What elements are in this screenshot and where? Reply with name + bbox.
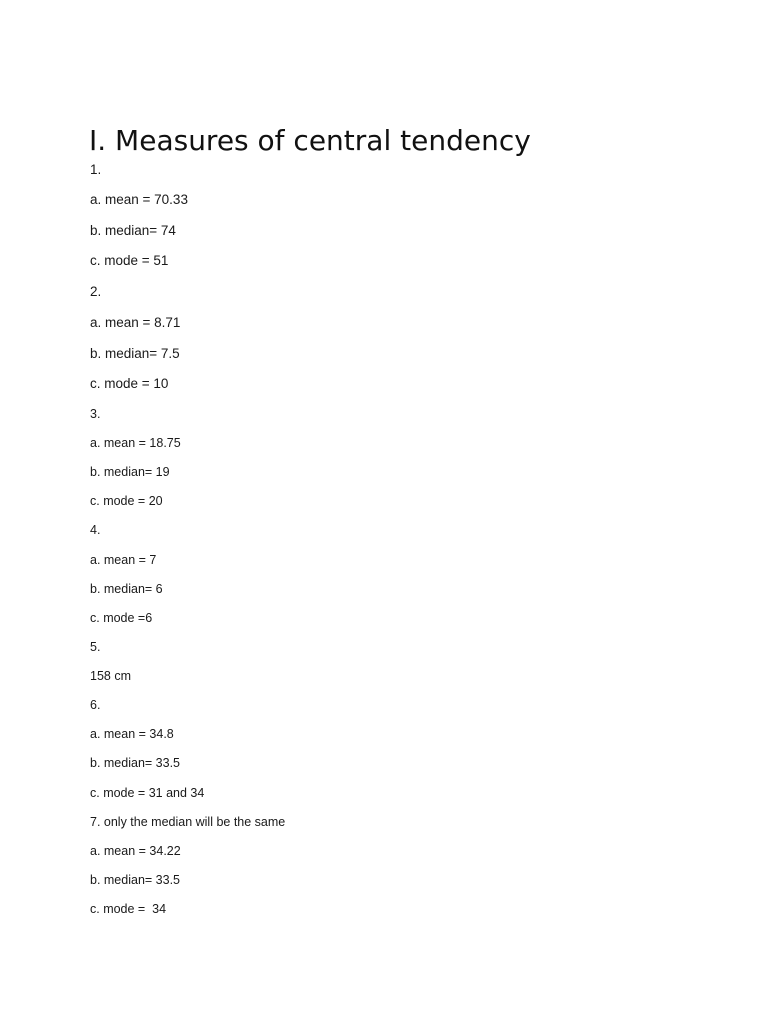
text-line: 7. only the median will be the same — [90, 815, 286, 829]
text-line: 158 cm — [90, 669, 131, 683]
text-line: c. mode = 34 — [90, 902, 167, 916]
text-line: a. mean = 8.71 — [90, 315, 181, 330]
text-line: c. mode = 20 — [90, 494, 163, 508]
text-line: c. mode = 51 — [90, 253, 169, 268]
text-line: c. mode = 31 and 34 — [90, 786, 205, 800]
text-line: a. mean = 7 — [90, 553, 157, 567]
text-line: b. median= 74 — [90, 223, 176, 238]
text-line: 6. — [90, 698, 101, 712]
text-line: b. median= 33.5 — [90, 873, 180, 887]
text-line: a. mean = 18.75 — [90, 436, 181, 450]
text-line: b. median= 7.5 — [90, 346, 180, 361]
text-line: c. mode = 10 — [90, 376, 169, 391]
text-line: b. median= 19 — [90, 465, 170, 479]
text-line: a. mean = 34.22 — [90, 844, 181, 858]
text-line: 4. — [90, 523, 101, 537]
text-line: a. mean = 70.33 — [90, 192, 188, 207]
text-line: b. median= 33.5 — [90, 756, 180, 770]
page-title: I. Measures of central tendency — [89, 124, 531, 157]
text-line: c. mode =6 — [90, 611, 153, 625]
text-line: 2. — [90, 284, 102, 299]
text-line: 3. — [90, 407, 101, 421]
text-line: 5. — [90, 640, 101, 654]
text-line: b. median= 6 — [90, 582, 163, 596]
text-line: 1. — [90, 162, 102, 177]
text-line: a. mean = 34.8 — [90, 727, 174, 741]
